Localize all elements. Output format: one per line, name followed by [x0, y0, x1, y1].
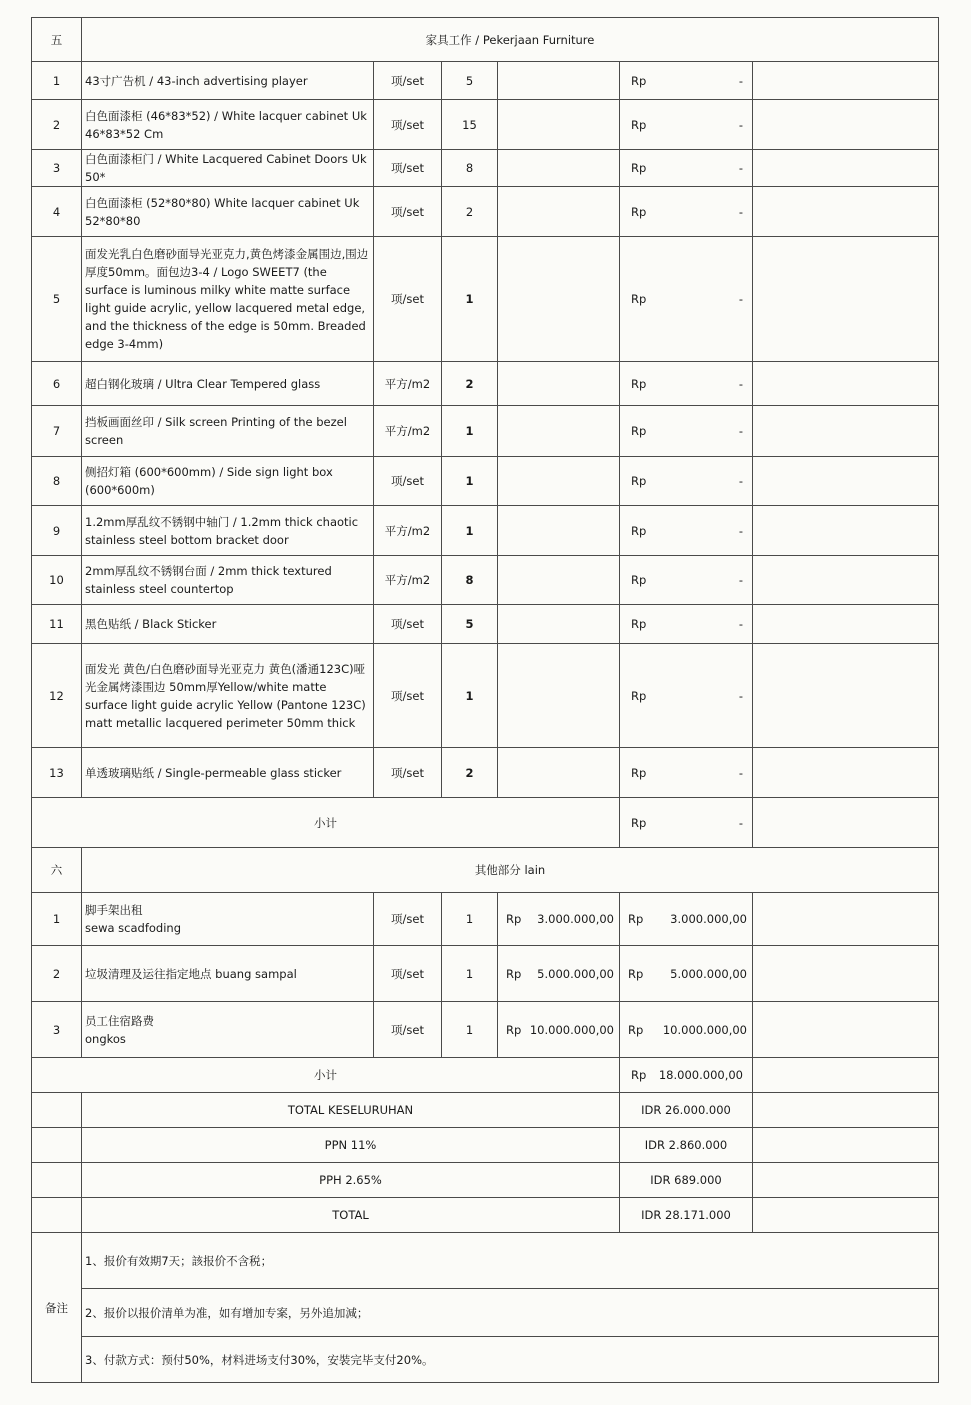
- remarks-cell: [753, 457, 939, 506]
- section-title: 家具工作 / Pekerjaan Furniture: [82, 18, 939, 62]
- item-description: [82, 893, 374, 946]
- remarks-cell: [753, 946, 939, 1002]
- amount-value: -: [738, 523, 743, 538]
- currency-label: Rp: [628, 966, 644, 981]
- item-quantity: 2: [442, 187, 498, 237]
- row-number: 2: [32, 946, 82, 1002]
- item-quantity: 1: [442, 893, 498, 946]
- blank-cell: [32, 1163, 82, 1198]
- item-description: 挡板画面丝印 / Silk screen Printing of the bezel screen: [82, 406, 374, 457]
- amount-value: -: [738, 292, 743, 306]
- item-unit: 项/set: [374, 1002, 442, 1058]
- unit-price: [498, 406, 620, 457]
- blank-cell: [32, 1198, 82, 1233]
- quotation-table: [31, 17, 939, 1383]
- section-title: 其他部分 lain: [82, 848, 939, 893]
- amount-value: 3.000.000,00: [670, 912, 747, 926]
- remarks-cell: [753, 150, 939, 187]
- amount-value: -: [738, 765, 743, 780]
- subtotal-amount: -: [738, 815, 743, 830]
- item-description: 白色面漆柜门 / White Lacquered Cabinet Doors Uk 50*: [82, 150, 374, 187]
- table-row: [32, 605, 939, 644]
- row-number: 3: [32, 1002, 82, 1058]
- table-row: [32, 1002, 939, 1058]
- note-row: [32, 1337, 939, 1383]
- row-number: 7: [32, 406, 82, 457]
- item-description-cn: 垃圾清理及运往指定地点 buang sampal: [85, 966, 297, 981]
- item-unit: 平方/m2: [374, 406, 442, 457]
- remarks-cell: [753, 748, 939, 798]
- item-unit: 项/set: [374, 946, 442, 1002]
- unit-price: [498, 237, 620, 362]
- item-quantity: 1: [442, 946, 498, 1002]
- amount-cell: [620, 893, 753, 946]
- currency-label: Rp: [631, 73, 647, 88]
- total-row: [32, 1093, 939, 1128]
- currency-label: Rp: [506, 1022, 522, 1037]
- remarks-cell: [753, 1163, 939, 1198]
- item-unit: 项/set: [374, 187, 442, 237]
- item-quantity: 5: [442, 62, 498, 100]
- amount-value: -: [738, 424, 743, 438]
- unit-price: [498, 100, 620, 150]
- amount-value: 5.000.000,00: [670, 966, 747, 981]
- amount-value: -: [738, 617, 743, 631]
- unit-price-cell: [498, 1002, 620, 1058]
- note-item: 1、报价有效期7天；該报价不含税；: [82, 1233, 939, 1289]
- item-unit: 平方/m2: [374, 362, 442, 406]
- item-unit: 平方/m2: [374, 556, 442, 605]
- table-row: [32, 748, 939, 798]
- item-quantity: 1: [442, 457, 498, 506]
- item-unit: 项/set: [374, 150, 442, 187]
- item-unit: 项/set: [374, 100, 442, 150]
- note-item: 2、报价以报价清单为准，如有增加专案，另外追加減；: [82, 1289, 939, 1337]
- row-number: 3: [32, 150, 82, 187]
- remarks-cell: [753, 798, 939, 848]
- subtotal-amount-cell: [620, 1058, 753, 1093]
- unit-price: [498, 187, 620, 237]
- row-number: 11: [32, 605, 82, 644]
- item-unit: 项/set: [374, 62, 442, 100]
- amount-cell: [620, 644, 753, 748]
- item-description: 1.2mm厚乱纹不锈钢中轴门 / 1.2mm thick chaotic stainless steel bottom bracket door: [82, 506, 374, 556]
- amount-cell: [620, 406, 753, 457]
- item-quantity: 1: [442, 237, 498, 362]
- amount-cell: [620, 1002, 753, 1058]
- remarks-cell: [753, 237, 939, 362]
- item-quantity: 8: [442, 150, 498, 187]
- amount-cell: [620, 748, 753, 798]
- unit-price-value: 3.000.000,00: [537, 912, 614, 926]
- item-quantity: 1: [442, 1002, 498, 1058]
- unit-price: [498, 748, 620, 798]
- amount-value: 10.000.000,00: [662, 1022, 747, 1037]
- item-description: 面发光 黄色/白色磨砂面导光亚克力 黄色(潘通123C)哑光金属烤漆围边 50mm厚Yellow/white matte surface light guide acrylic Yellow (Pantone 123C) matt metallic lacquered perimeter 50mm thick: [82, 644, 374, 748]
- amount-cell: [620, 605, 753, 644]
- unit-price: [498, 62, 620, 100]
- unit-price: [498, 362, 620, 406]
- item-description: 面发光乳白色磨砂面导光亚克力,黄色烤漆金属围边,围边厚度50mm。面包边3-4 / Logo SWEET7 (the surface is luminous milky white matte surface light guide acrylic, yellow lacquered metal edge, and the thickness of the edge is 50mm. Breaded edge 3-4mm): [82, 237, 374, 362]
- row-number: 6: [32, 362, 82, 406]
- remarks-cell: [753, 406, 939, 457]
- amount-cell: [620, 556, 753, 605]
- item-unit: 项/set: [374, 457, 442, 506]
- item-description: 侧招灯箱 (600*600mm) / Side sign light box (600*600m): [82, 457, 374, 506]
- currency-label: Rp: [631, 815, 647, 830]
- amount-cell: [620, 100, 753, 150]
- row-number: 1: [32, 893, 82, 946]
- remarks-cell: [753, 644, 939, 748]
- item-unit: 平方/m2: [374, 506, 442, 556]
- currency-label: Rp: [631, 474, 647, 488]
- currency-label: Rp: [506, 966, 522, 981]
- currency-label: Rp: [628, 912, 644, 926]
- remarks-cell: [753, 1198, 939, 1233]
- unit-price-cell: [498, 946, 620, 1002]
- remarks-cell: [753, 1002, 939, 1058]
- currency-label: Rp: [631, 292, 647, 306]
- row-number: 9: [32, 506, 82, 556]
- remarks-cell: [753, 1128, 939, 1163]
- remarks-cell: [753, 362, 939, 406]
- subtotal-row: [32, 1058, 939, 1093]
- row-number: 4: [32, 187, 82, 237]
- table-row: [32, 62, 939, 100]
- amount-value: -: [738, 376, 743, 391]
- currency-label: Rp: [631, 1068, 647, 1082]
- item-quantity: 15: [442, 100, 498, 150]
- item-unit: 项/set: [374, 893, 442, 946]
- subtotal-amount-cell: [620, 798, 753, 848]
- currency-label: Rp: [631, 617, 647, 631]
- row-number: 5: [32, 237, 82, 362]
- unit-price: [498, 644, 620, 748]
- note-item: 3、付款方式：预付50%，材料进场支付30%，安裝完毕支付20%。: [82, 1337, 939, 1383]
- subtotal-row: [32, 798, 939, 848]
- item-quantity: 2: [442, 362, 498, 406]
- item-description-id: ongkos: [85, 1031, 126, 1046]
- blank-cell: [32, 1093, 82, 1128]
- item-description: 2mm厚乱纹不锈钢台面 / 2mm thick textured stainless steel countertop: [82, 556, 374, 605]
- row-number: 13: [32, 748, 82, 798]
- item-description: 黑色贴纸 / Black Sticker: [82, 605, 374, 644]
- unit-price: [498, 457, 620, 506]
- item-description: 超白钢化玻璃 / Ultra Clear Tempered glass: [82, 362, 374, 406]
- remarks-cell: [753, 893, 939, 946]
- unit-price-value: 10.000.000,00: [529, 1022, 614, 1037]
- amount-cell: [620, 946, 753, 1002]
- table-row: [32, 893, 939, 946]
- amount-cell: [620, 62, 753, 100]
- remarks-cell: [753, 1058, 939, 1093]
- total-row: [32, 1163, 939, 1198]
- note-row: [32, 1289, 939, 1337]
- remarks-cell: [753, 1093, 939, 1128]
- item-description-cn: 员工住宿路费: [85, 1013, 154, 1028]
- subtotal-amount: 18.000.000,00: [658, 1068, 743, 1082]
- currency-label: Rp: [631, 688, 647, 703]
- row-number: 10: [32, 556, 82, 605]
- table-row: [32, 457, 939, 506]
- item-description: 白色面漆柜 (46*83*52) / White lacquer cabinet Uk 46*83*52 Cm: [82, 100, 374, 150]
- item-description-cn: 脚手架出租: [85, 903, 143, 917]
- currency-label: Rp: [631, 523, 647, 538]
- amount-cell: [620, 150, 753, 187]
- currency-label: Rp: [631, 573, 647, 587]
- row-number: 12: [32, 644, 82, 748]
- remarks-cell: [753, 556, 939, 605]
- item-description-id: sewa scadfoding: [85, 921, 182, 935]
- total-value: IDR 26.000.000: [620, 1093, 753, 1128]
- remarks-cell: [753, 100, 939, 150]
- item-quantity: 1: [442, 406, 498, 457]
- amount-cell: [620, 362, 753, 406]
- section-header: [32, 18, 939, 62]
- unit-price: [498, 556, 620, 605]
- currency-label: Rp: [631, 765, 647, 780]
- table-row: [32, 556, 939, 605]
- item-unit: 项/set: [374, 644, 442, 748]
- table-row: [32, 362, 939, 406]
- unit-price: [498, 150, 620, 187]
- section-number: 六: [32, 848, 82, 893]
- table-row: [32, 644, 939, 748]
- total-label: PPH 2.65%: [82, 1163, 620, 1198]
- item-quantity: 1: [442, 644, 498, 748]
- item-unit: 项/set: [374, 237, 442, 362]
- unit-price: [498, 605, 620, 644]
- table-row: [32, 406, 939, 457]
- item-description: 43寸广告机 / 43-inch advertising player: [82, 62, 374, 100]
- item-description: [82, 946, 374, 1002]
- amount-value: -: [738, 688, 743, 703]
- subtotal-label: 小计: [32, 1058, 620, 1093]
- unit-price: [498, 506, 620, 556]
- table-row: [32, 150, 939, 187]
- currency-label: Rp: [631, 376, 647, 391]
- total-value: IDR 28.171.000: [620, 1198, 753, 1233]
- total-label: TOTAL KESELURUHAN: [82, 1093, 620, 1128]
- currency-label: Rp: [506, 912, 522, 926]
- table-row: [32, 100, 939, 150]
- currency-label: Rp: [631, 204, 647, 219]
- blank-cell: [32, 1128, 82, 1163]
- total-row: [32, 1198, 939, 1233]
- item-quantity: 5: [442, 605, 498, 644]
- table-row: [32, 946, 939, 1002]
- row-number: 1: [32, 62, 82, 100]
- unit-price-value: 5.000.000,00: [537, 966, 614, 981]
- amount-value: -: [738, 474, 743, 488]
- amount-cell: [620, 457, 753, 506]
- section-header: [32, 848, 939, 893]
- note-row: [32, 1233, 939, 1289]
- remarks-cell: [753, 187, 939, 237]
- remarks-cell: [753, 506, 939, 556]
- currency-label: Rp: [631, 117, 647, 132]
- remarks-cell: [753, 605, 939, 644]
- total-label: PPN 11%: [82, 1128, 620, 1163]
- unit-price-cell: [498, 893, 620, 946]
- table-row: [32, 187, 939, 237]
- item-unit: 项/set: [374, 605, 442, 644]
- total-value: IDR 689.000: [620, 1163, 753, 1198]
- table-row: [32, 237, 939, 362]
- item-quantity: 8: [442, 556, 498, 605]
- amount-value: -: [738, 73, 743, 88]
- table-row: [32, 506, 939, 556]
- currency-label: Rp: [631, 161, 647, 175]
- item-description: [82, 1002, 374, 1058]
- item-quantity: 1: [442, 506, 498, 556]
- amount-cell: [620, 506, 753, 556]
- subtotal-label: 小计: [32, 798, 620, 848]
- total-value: IDR 2.860.000: [620, 1128, 753, 1163]
- amount-value: -: [738, 204, 743, 219]
- total-label: TOTAL: [82, 1198, 620, 1233]
- section-number: 五: [32, 18, 82, 62]
- amount-value: -: [738, 573, 743, 587]
- item-description: 单透玻璃贴纸 / Single-permeable glass sticker: [82, 748, 374, 798]
- total-row: [32, 1128, 939, 1163]
- row-number: 2: [32, 100, 82, 150]
- currency-label: Rp: [628, 1022, 644, 1037]
- amount-value: -: [738, 117, 743, 132]
- remarks-cell: [753, 62, 939, 100]
- notes-label: 备注: [32, 1233, 82, 1383]
- item-description: 白色面漆柜 (52*80*80) White lacquer cabinet Uk 52*80*80: [82, 187, 374, 237]
- item-quantity: 2: [442, 748, 498, 798]
- row-number: 8: [32, 457, 82, 506]
- amount-cell: [620, 237, 753, 362]
- amount-value: -: [738, 161, 743, 175]
- item-unit: 项/set: [374, 748, 442, 798]
- amount-cell: [620, 187, 753, 237]
- currency-label: Rp: [631, 424, 647, 438]
